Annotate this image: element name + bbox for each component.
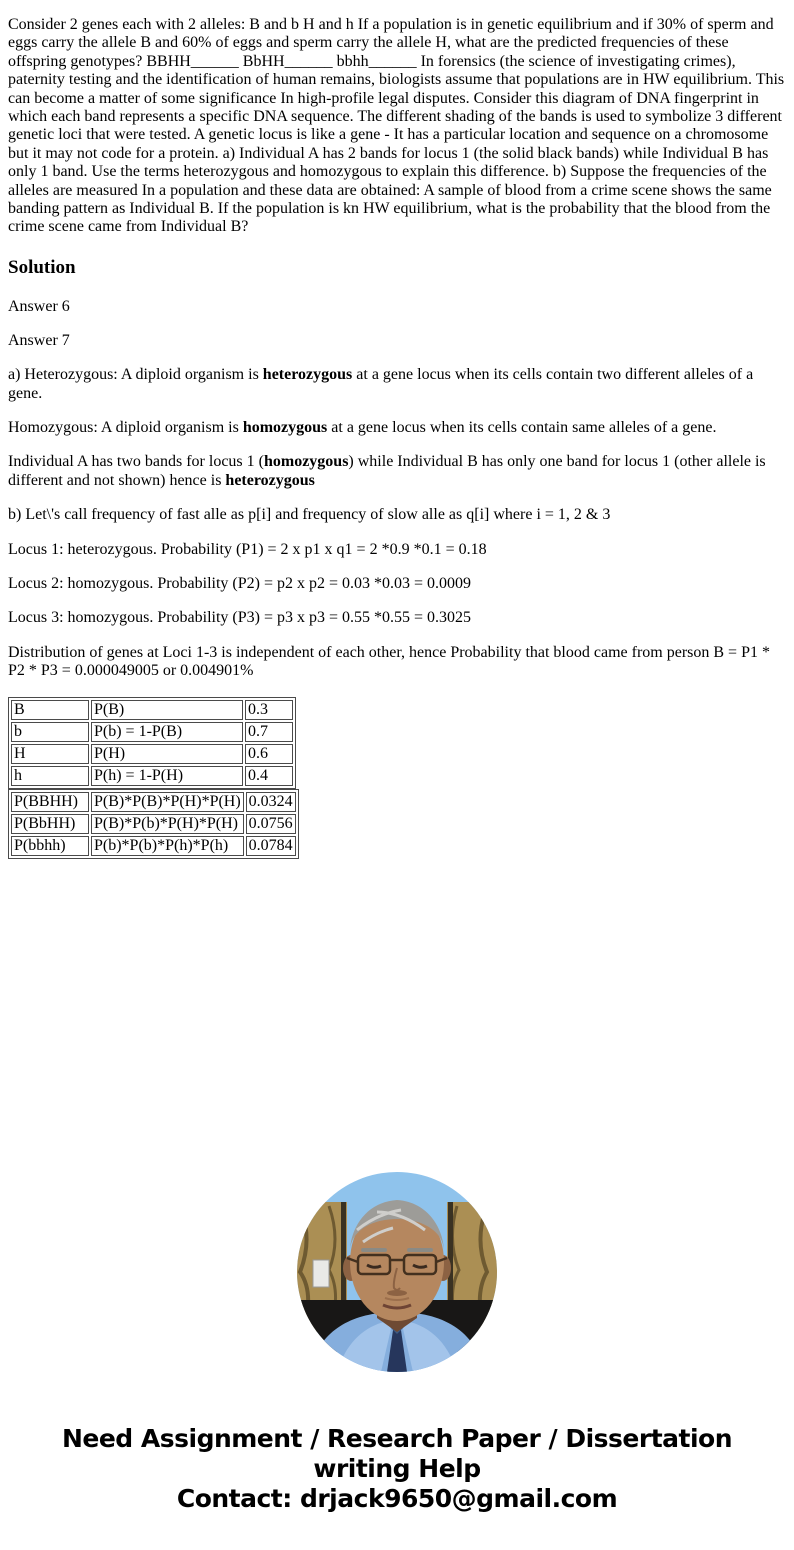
table-cell: 0.0784 xyxy=(246,836,296,856)
allele-frequency-table xyxy=(8,697,296,789)
table-cell: b xyxy=(11,722,89,742)
table-cell: P(b)*P(b)*P(h)*P(h) xyxy=(91,836,244,856)
bands-explanation xyxy=(8,453,786,490)
answer-6-label: Answer 6 xyxy=(8,297,70,315)
footer-banner xyxy=(8,1424,786,1542)
table-cell: 0.0324 xyxy=(246,792,296,812)
table-cell: P(H) xyxy=(91,744,243,764)
table-cell: P(bbhh) xyxy=(11,836,89,856)
locus-2-probability: Locus 2: homozygous. Probability (P2) = p2 x p2 = 0.03 *0.03 = 0.0009 xyxy=(8,575,472,593)
bands-pre: Individual A has two bands for locus 1 ( xyxy=(8,453,264,471)
conclusion-probability: Distribution of genes at Loci 1-3 is independent of each other, hence Probability that blood came from person B = P1 * P2 * P3 = 0.000049005 or 0.004901% xyxy=(8,643,770,680)
table-cell: h xyxy=(11,766,89,786)
table-cell: P(B)*P(b)*P(H)*P(H) xyxy=(91,814,244,834)
vertical-spacer xyxy=(8,859,786,1172)
footer-line-1: Need Assignment / Research Paper / Dissertation xyxy=(61,1423,733,1453)
table-cell: 0.0756 xyxy=(246,814,296,834)
footer-line-2: writing Help xyxy=(313,1453,481,1483)
table-cell: P(BBHH) xyxy=(11,792,89,812)
table-cell: 0.3 xyxy=(245,700,293,720)
locus-1-probability: Locus 1: heterozygous. Probability (P1) = 2 x p1 x q1 = 2 *0.9 *0.1 = 0.18 xyxy=(8,540,487,558)
tutor-photo-icon xyxy=(297,1172,497,1372)
table-cell: P(b) = 1-P(B) xyxy=(91,722,243,742)
hetero-def-post: at a gene locus when its cells contain two different alleles of a gene. xyxy=(8,366,754,402)
table-cell: H xyxy=(11,744,89,764)
tutor-photo-scene xyxy=(297,1172,497,1372)
hetero-def-pre: a) Heterozygous: A diploid organism is xyxy=(8,366,263,384)
genotype-probability-table xyxy=(8,789,299,859)
table-cell: 0.7 xyxy=(245,722,293,742)
homo-def-bold: homozygous xyxy=(242,419,328,437)
bands-bold-homozygous: homozygous xyxy=(263,453,349,471)
hetero-def-bold: heterozygous xyxy=(262,366,353,384)
table-cell: P(B) xyxy=(91,700,243,720)
document-page xyxy=(8,16,786,1542)
homo-def-post: at a gene locus when its cells contain same alleles of a gene. xyxy=(327,419,717,437)
table-cell: P(BbHH) xyxy=(11,814,89,834)
footer-contact-email: Contact: drjack9650@gmail.com xyxy=(176,1483,618,1513)
solution-heading: Solution xyxy=(8,256,76,278)
homozygous-definition xyxy=(8,419,786,437)
table-row xyxy=(11,744,293,764)
table-row xyxy=(11,836,296,856)
table-cell: 0.4 xyxy=(245,766,293,786)
table-row xyxy=(11,814,296,834)
answer-7-label: Answer 7 xyxy=(8,331,70,349)
table-cell: B xyxy=(11,700,89,720)
table-row xyxy=(11,700,293,720)
heterozygous-definition xyxy=(8,366,786,403)
question-text: Consider 2 genes each with 2 alleles: B and b H and h If a population is in genetic equilibrium and if 30% of sperm and eggs carry the allele B and 60% of eggs and sperm carry the allele H, what are the predicted frequencies of these offspring genotypes? BBHH______ BbHH______ bbhh______ In forensics (the science of investigating crimes), paternity testing and the identification of human remains, biologists assume that populations are in HW equilibrium. This can become a matter of some significance In high-profile legal disputes. Consider this diagram of DNA fingerprint in which each band represents a specific DNA sequence. The different shading of the bands is used to symbolize 3 different genetic loci that were tested. A genetic locus is like a gene - It has a particular location and sequence on a chromosome but it may not code for a protein. a) Individual A has 2 bands for locus 1 (the solid black bands) while Individual B has only 1 band. Use the terms heterozygous and homozygous to explain this difference. b) Suppose the frequencies of the alleles are measured In a population and these data are obtained: A sample of blood from a crime scene shows the same banding pattern as Individual B. If the population is kn HW equilibrium, what is the probability that the blood from the crime scene came from Individual B? xyxy=(8,16,785,236)
table-row xyxy=(11,722,293,742)
table-cell: P(B)*P(B)*P(H)*P(H) xyxy=(91,792,244,812)
table-cell: P(h) = 1-P(H) xyxy=(91,766,243,786)
table-row xyxy=(11,766,293,786)
bands-bold-heterozygous: heterozygous xyxy=(225,471,315,489)
avatar xyxy=(297,1172,497,1372)
locus-3-probability: Locus 3: homozygous. Probability (P3) = p3 x p3 = 0.55 *0.55 = 0.3025 xyxy=(8,609,472,627)
part-b-intro: b) Let\'s call frequency of fast alle as p[i] and frequency of slow alle as q[i] where i = 1, 2 & 3 xyxy=(8,506,611,524)
table-row xyxy=(11,792,296,812)
bands-mid: ) while Individual B has only one band for locus 1 (other allele is different and not shown) hence is xyxy=(8,453,766,489)
table-cell: 0.6 xyxy=(245,744,293,764)
homo-def-pre: Homozygous: A diploid organism is xyxy=(8,419,243,437)
